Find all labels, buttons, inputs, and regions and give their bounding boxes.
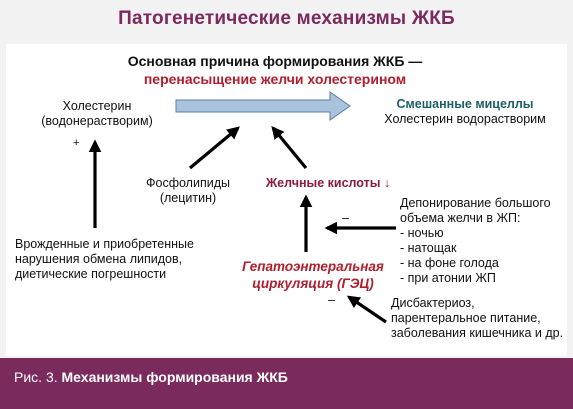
congenital-line1: Врожденные и приобретенные [15,237,194,251]
deposition-item-hunger: - на фоне голода [400,256,499,270]
caption-prefix: Рис. 3. [14,369,58,385]
deposition-line2: объема желчи в ЖП: [400,211,521,225]
deposition-item-fasting: - натощак [400,241,457,255]
main-cause-line1: Основная причина формирования ЖКБ — [127,53,423,69]
main-cause-arrow [176,92,350,120]
caption-text: Механизмы формирования ЖКБ [61,369,288,385]
main-cause-line2: перенасыщение желчи холестерином [143,71,407,87]
enterohepatic-circulation-label: Гепатоэнтеральная [242,259,384,274]
deposition-line1: Депонирование большого [400,196,551,210]
dysbiosis-arrow [349,297,386,322]
congenital-line2: нарушения обмена липидов, [15,252,183,266]
deposition-item-night: - ночью [400,226,444,240]
figure-caption [14,369,288,385]
phospholipids-arrow [190,128,238,168]
cholesterol-label: Холестерин [62,99,132,113]
dysbiosis-line2: парентеральное питание, [391,311,541,325]
enterohepatic-circulation-sublabel: циркуляция (ГЭЦ) [252,276,374,291]
cholesterol-plus-sign: + [73,137,80,149]
mixed-micelles-sublabel: Холестерин водорастворим [384,112,546,126]
deposition-minus-sign: – [342,211,349,225]
phospholipids-label: Фосфолипиды [146,176,230,190]
bile-acids-label: Желчные кислоты ↓ [265,176,391,190]
mixed-micelles-label: Смешанные мицеллы [396,97,534,111]
cholesterol-sublabel: (водонерастворим) [41,114,153,128]
bile-acids-arrow [273,128,306,168]
phospholipids-sublabel: (лецитин) [159,191,217,205]
dysbiosis-line1: Дисбактериоз, [391,296,475,310]
deposition-item-atony: - при атонии ЖП [400,271,496,285]
congenital-line3: диетические погрешности [15,267,167,281]
dysbiosis-line3: заболевания кишечника и др. [391,326,564,340]
figure-title: Патогенетические механизмы ЖКБ [118,8,455,29]
dysbiosis-minus-sign: – [328,293,335,307]
